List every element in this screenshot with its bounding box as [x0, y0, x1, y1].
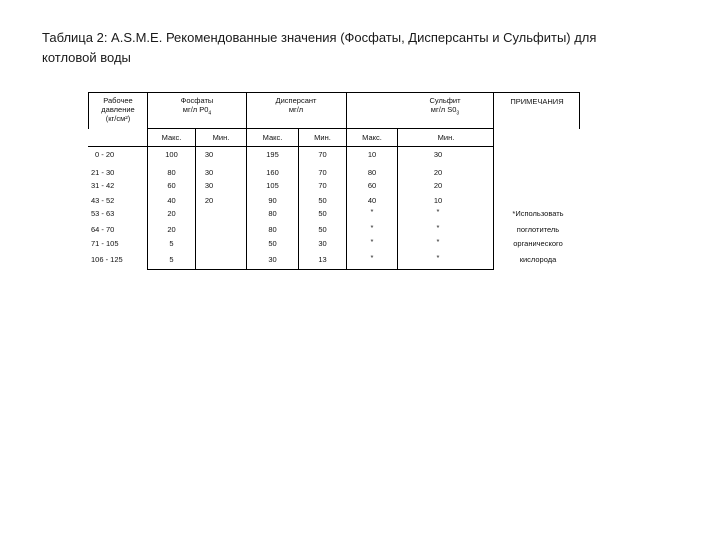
note-line-4: кислорода [519, 255, 557, 264]
page-title: Таблица 2: A.S.M.E. Рекомендованные значения (Фосфаты, Дисперсанты и Сульфиты) для котловой воды [42, 30, 597, 65]
row-dispersant-max: 195 [266, 150, 279, 159]
table-right-border [579, 92, 580, 129]
row-sulfite-min: 20 [433, 168, 443, 177]
row-phosphate-max: 20 [167, 209, 176, 218]
table-divider-4 [298, 128, 299, 270]
row-dispersant-max: 105 [266, 181, 279, 190]
row-pressure: 71 - 105 [91, 239, 119, 248]
row-phosphate-max: 5 [169, 239, 174, 248]
row-phosphate-max: 60 [167, 181, 176, 190]
row-phosphate-max: 40 [167, 196, 176, 205]
row-phosphate-min: 30 [204, 168, 214, 177]
row-sulfite-max: * [370, 237, 374, 246]
header-sulfite: Сульфит мг/л $S0_3$ [429, 96, 461, 117]
note-line-3: органического [513, 239, 563, 248]
row-dispersant-min: 30 [318, 239, 327, 248]
row-sulfite-min: 20 [433, 181, 443, 190]
row-pressure: 106 - 125 [91, 255, 123, 264]
row-dispersant-min: 50 [318, 225, 327, 234]
header-sulfite-max: Макс. [362, 133, 382, 142]
row-phosphate-max: 80 [167, 168, 176, 177]
note-line-2: поглотитель [516, 225, 560, 234]
row-dispersant-max: 80 [268, 209, 277, 218]
row-phosphate-min: 30 [204, 150, 214, 159]
header-dispersant-min: Мин. [314, 133, 331, 142]
table-top-border [88, 92, 580, 93]
row-dispersant-max: 90 [268, 196, 277, 205]
header-phosphate-min: Мин. [212, 133, 230, 142]
row-phosphate-min: 30 [204, 181, 214, 190]
header-notes: ПРИМЕЧАНИЯ [510, 97, 564, 106]
row-sulfite-max: * [370, 223, 374, 232]
note-line-1: *Использовать [512, 209, 564, 218]
row-dispersant-max: 160 [266, 168, 279, 177]
row-dispersant-min: 13 [318, 255, 327, 264]
row-sulfite-max: * [370, 207, 374, 216]
row-dispersant-min: 50 [318, 209, 327, 218]
table-divider-2 [195, 128, 196, 270]
row-pressure: 43 - 52 [91, 196, 115, 205]
header-phosphate: Фосфаты мг/л $P0_4$ [180, 96, 214, 117]
header-sulfite-min: Мин. [437, 133, 455, 142]
row-dispersant-min: 50 [318, 196, 327, 205]
row-phosphate-max: 5 [169, 255, 174, 264]
row-dispersant-min: 70 [318, 181, 327, 190]
row-pressure: 31 - 42 [91, 181, 115, 190]
table-divider-1 [147, 92, 148, 270]
row-sulfite-min: * [436, 207, 440, 216]
row-pressure: 64 - 70 [91, 225, 115, 234]
table-left-border [88, 92, 89, 129]
row-phosphate-max: 100 [165, 150, 178, 159]
table-divider-3 [246, 92, 247, 270]
row-sulfite-max: 60 [367, 181, 377, 190]
header-pressure: Рабочее давление (кг/см²) [101, 96, 135, 123]
row-dispersant-min: 70 [318, 150, 327, 159]
row-phosphate-max: 20 [167, 225, 176, 234]
row-sulfite-max: * [370, 253, 374, 262]
row-sulfite-min: * [436, 253, 440, 262]
row-sulfite-min: 30 [433, 150, 443, 159]
row-sulfite-max: 80 [367, 168, 377, 177]
table-divider-7 [493, 92, 494, 270]
table-divider-5 [346, 92, 347, 270]
table-header-separator-2 [88, 146, 493, 147]
table-bottom-border [147, 269, 493, 270]
row-dispersant-min: 70 [318, 168, 327, 177]
row-sulfite-max: 10 [367, 150, 377, 159]
row-pressure: 0 - 20 [95, 150, 115, 159]
row-sulfite-min: 10 [433, 196, 443, 205]
row-sulfite-min: * [436, 223, 440, 232]
row-sulfite-min: * [436, 237, 440, 246]
header-dispersant-max: Макс. [262, 133, 283, 142]
row-sulfite-max: 40 [367, 196, 377, 205]
row-dispersant-max: 80 [268, 225, 277, 234]
table-header-separator [147, 128, 493, 129]
header-phosphate-max: Макс. [161, 133, 182, 142]
row-dispersant-max: 50 [268, 239, 277, 248]
row-dispersant-max: 30 [268, 255, 277, 264]
row-pressure: 53 - 63 [91, 209, 115, 218]
table-divider-6 [397, 128, 398, 270]
header-dispersant: Дисперсант мг/л [275, 96, 317, 114]
row-pressure: 21 - 30 [91, 168, 115, 177]
row-phosphate-min: 20 [204, 196, 214, 205]
